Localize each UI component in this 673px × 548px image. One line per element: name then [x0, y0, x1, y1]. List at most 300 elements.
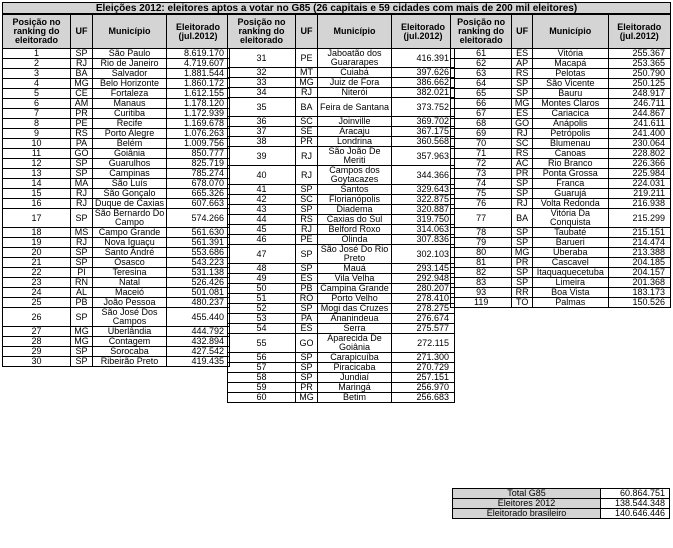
rank-cell: 46 [228, 235, 296, 245]
table-columns [2, 14, 671, 548]
city-cell: São José Do Rio Preto [318, 245, 392, 264]
city-cell: Porto Alegre [93, 129, 167, 139]
uf-cell: RS [512, 149, 533, 159]
header-rank: Posição no ranking do eleitorado [3, 15, 71, 49]
uf-cell: MG [512, 99, 533, 109]
voters-cell: 4.719.607 [167, 59, 230, 69]
city-cell: Campos dos Goytacazes [318, 166, 392, 185]
rank-cell: 37 [228, 127, 296, 137]
city-cell: Campina Grande [318, 284, 392, 294]
voters-cell: 314.063 [392, 225, 455, 235]
uf-cell: SP [296, 185, 318, 195]
city-cell: Cariacica [533, 109, 609, 119]
rank-cell: 26 [3, 308, 71, 327]
table-row [3, 238, 230, 248]
rank-cell: 4 [3, 79, 71, 89]
uf-cell: SP [512, 238, 533, 248]
uf-cell: SP [71, 209, 93, 228]
rank-cell: 19 [3, 238, 71, 248]
summary-row [453, 509, 670, 519]
table-row [228, 127, 455, 137]
city-cell: Teresina [93, 268, 167, 278]
voters-cell: 307.836 [392, 235, 455, 245]
uf-cell: PB [296, 284, 318, 294]
city-cell: Volta Redonda [533, 199, 609, 209]
rank-cell: 63 [451, 69, 512, 79]
city-cell: Palmas [533, 298, 609, 308]
city-cell: Barueri [533, 238, 609, 248]
uf-cell: ES [296, 324, 318, 334]
uf-cell: SP [512, 179, 533, 189]
table-row [451, 49, 671, 59]
rank-cell: 59 [228, 383, 296, 393]
uf-cell: SP [71, 347, 93, 357]
voters-cell: 183.173 [608, 288, 670, 298]
rank-cell: 69 [451, 129, 512, 139]
city-cell: Diadema [318, 205, 392, 215]
rank-cell: 3 [3, 69, 71, 79]
table-row [3, 89, 230, 99]
city-cell: Santo André [93, 248, 167, 258]
uf-cell: SP [512, 268, 533, 278]
table-title: Eleições 2012: eleitores aptos a votar no G85 (26 capitais e 59 cidades com mais de 200 mil eleitores) [2, 2, 671, 14]
city-cell: Blumenau [533, 139, 609, 149]
rank-cell: 52 [228, 304, 296, 314]
voters-cell: 241.611 [608, 119, 670, 129]
rank-cell: 55 [228, 334, 296, 353]
voters-cell: 253.365 [608, 59, 670, 69]
city-cell: Niterói [318, 88, 392, 98]
uf-cell: PR [296, 137, 318, 147]
voters-cell: 373.752 [392, 98, 455, 117]
city-cell: Pelotas [533, 69, 609, 79]
table-row [228, 117, 455, 127]
uf-cell: RJ [71, 238, 93, 248]
rank-cell: 6 [3, 99, 71, 109]
table-row [451, 149, 671, 159]
voters-cell: 397.626 [392, 68, 455, 78]
rank-cell: 56 [228, 353, 296, 363]
table-row [3, 169, 230, 179]
table-row [3, 159, 230, 169]
city-cell: Guarulhos [93, 159, 167, 169]
table-row [228, 137, 455, 147]
rank-cell: 77 [451, 209, 512, 228]
uf-cell: PI [71, 268, 93, 278]
table-row [3, 278, 230, 288]
city-cell: Olinda [318, 235, 392, 245]
city-cell: Contagem [93, 337, 167, 347]
table-row [451, 89, 671, 99]
voters-cell: 561.391 [167, 238, 230, 248]
voters-cell: 526.426 [167, 278, 230, 288]
table-row [3, 298, 230, 308]
table-row [3, 119, 230, 129]
uf-cell: PE [71, 119, 93, 129]
voters-cell: 785.274 [167, 169, 230, 179]
city-cell: Feira de Santana [318, 98, 392, 117]
uf-cell: SP [296, 205, 318, 215]
city-cell: Aparecida De Goiânia [318, 334, 392, 353]
uf-cell: RJ [71, 189, 93, 199]
voters-cell: 280.207 [392, 284, 455, 294]
city-cell: Belo Horizonte [93, 79, 167, 89]
voters-cell: 278.410 [392, 294, 455, 304]
rank-cell: 57 [228, 363, 296, 373]
rank-cell: 80 [451, 248, 512, 258]
city-cell: Taubaté [533, 228, 609, 238]
uf-cell: SP [71, 169, 93, 179]
city-cell: Recife [93, 119, 167, 129]
rank-cell: 11 [3, 149, 71, 159]
city-cell: Nova Iguaçu [93, 238, 167, 248]
uf-cell: SP [71, 308, 93, 327]
rank-cell: 83 [451, 278, 512, 288]
uf-cell: PR [512, 169, 533, 179]
rank-cell: 14 [3, 179, 71, 189]
uf-cell: PA [71, 139, 93, 149]
rank-cell: 5 [3, 89, 71, 99]
summary-label: Eleitores 2012 [453, 499, 601, 509]
city-cell: Canoas [533, 149, 609, 159]
table-row [3, 288, 230, 298]
rank-cell: 72 [451, 159, 512, 169]
rank-cell: 43 [228, 205, 296, 215]
city-cell: Limeira [533, 278, 609, 288]
uf-cell: PR [512, 258, 533, 268]
rank-cell: 61 [451, 49, 512, 59]
uf-cell: ES [512, 49, 533, 59]
city-cell: Natal [93, 278, 167, 288]
rank-cell: 36 [228, 117, 296, 127]
uf-cell: RJ [296, 88, 318, 98]
uf-cell: PB [71, 298, 93, 308]
uf-cell: SP [512, 228, 533, 238]
summary-value: 138.544.348 [601, 499, 670, 509]
uf-cell: SP [296, 304, 318, 314]
table-row [3, 357, 230, 367]
table-row [228, 324, 455, 334]
uf-cell: SP [71, 49, 93, 59]
voters-cell: 574.266 [167, 209, 230, 228]
voters-cell: 225.984 [608, 169, 670, 179]
uf-cell: BA [71, 69, 93, 79]
voters-cell: 226.366 [608, 159, 670, 169]
uf-cell: CE [71, 89, 93, 99]
rank-cell: 76 [451, 199, 512, 209]
city-cell: Duque de Caxias [93, 199, 167, 209]
city-cell: Belford Roxo [318, 225, 392, 235]
table-row [451, 248, 671, 258]
city-cell: São Bernardo Do Campo [93, 209, 167, 228]
uf-cell: RJ [296, 166, 318, 185]
rank-cell: 29 [3, 347, 71, 357]
voters-cell: 8.619.170 [167, 49, 230, 59]
uf-cell: SE [296, 127, 318, 137]
table-row [228, 166, 455, 185]
header-rank: Posição no ranking do eleitorado [228, 15, 296, 49]
rank-cell: 64 [451, 79, 512, 89]
city-cell: Jundiaí [318, 373, 392, 383]
voters-cell: 1.172.939 [167, 109, 230, 119]
voters-cell: 543.223 [167, 258, 230, 268]
uf-cell: RS [512, 69, 533, 79]
rank-cell: 32 [228, 68, 296, 78]
uf-cell: MG [512, 248, 533, 258]
uf-cell: RR [512, 288, 533, 298]
rank-cell: 41 [228, 185, 296, 195]
rank-cell: 53 [228, 314, 296, 324]
rank-cell: 67 [451, 109, 512, 119]
uf-cell: SP [71, 159, 93, 169]
city-cell: Campo Grande [93, 228, 167, 238]
voters-cell: 678.070 [167, 179, 230, 189]
city-cell: Ananindeua [318, 314, 392, 324]
rank-cell: 93 [451, 288, 512, 298]
voters-cell: 455.440 [167, 308, 230, 327]
city-cell: Goiânia [93, 149, 167, 159]
city-cell: Boa Vista [533, 288, 609, 298]
header-uf: UF [512, 15, 533, 49]
voters-cell: 416.391 [392, 49, 455, 68]
city-cell: Aracaju [318, 127, 392, 137]
table-row [3, 347, 230, 357]
rank-cell: 54 [228, 324, 296, 334]
table-row [228, 195, 455, 205]
table-row [3, 49, 230, 59]
voters-cell: 250.125 [608, 79, 670, 89]
city-cell: São João De Meriti [318, 147, 392, 166]
table-row [451, 189, 671, 199]
table-row [451, 139, 671, 149]
uf-cell: RJ [296, 147, 318, 166]
city-cell: Anápolis [533, 119, 609, 129]
table-row [228, 284, 455, 294]
table-row [451, 109, 671, 119]
voters-cell: 204.157 [608, 268, 670, 278]
city-cell: Belém [93, 139, 167, 149]
uf-cell: RS [296, 215, 318, 225]
rank-cell: 78 [451, 228, 512, 238]
table-row [228, 88, 455, 98]
uf-cell: SP [512, 89, 533, 99]
table-row [228, 373, 455, 383]
voters-cell: 241.400 [608, 129, 670, 139]
summary-label: Eleitorado brasileiro [453, 509, 601, 519]
voters-cell: 382.021 [392, 88, 455, 98]
voters-cell: 275.577 [392, 324, 455, 334]
voters-cell: 215.299 [608, 209, 670, 228]
voters-cell: 255.367 [608, 49, 670, 59]
table-row [3, 109, 230, 119]
rank-cell: 13 [3, 169, 71, 179]
voters-cell: 432.894 [167, 337, 230, 347]
uf-cell: AC [512, 159, 533, 169]
city-cell: Curitiba [93, 109, 167, 119]
uf-cell: PR [71, 109, 93, 119]
table-row [228, 264, 455, 274]
voters-cell: 1.076.263 [167, 129, 230, 139]
voters-cell: 444.792 [167, 327, 230, 337]
uf-cell: PR [296, 383, 318, 393]
city-cell: Bauru [533, 89, 609, 99]
uf-cell: MG [71, 337, 93, 347]
rank-cell: 58 [228, 373, 296, 383]
rank-cell: 28 [3, 337, 71, 347]
rank-cell: 33 [228, 78, 296, 88]
uf-cell: SP [296, 245, 318, 264]
rank-cell: 81 [451, 258, 512, 268]
city-cell: Mogi das Cruzes [318, 304, 392, 314]
table-row [451, 169, 671, 179]
table-row [3, 209, 230, 228]
table-row [228, 225, 455, 235]
table-row [3, 69, 230, 79]
rank-cell: 18 [3, 228, 71, 238]
table-row [3, 139, 230, 149]
voters-cell: 244.867 [608, 109, 670, 119]
city-cell: Petrópolis [533, 129, 609, 139]
table-row [451, 228, 671, 238]
city-cell: Cuiabá [318, 68, 392, 78]
table-row [451, 119, 671, 129]
summary-value: 60.864.751 [601, 489, 670, 499]
uf-cell: ES [296, 274, 318, 284]
uf-cell: GO [71, 149, 93, 159]
table-row [3, 337, 230, 347]
rank-cell: 75 [451, 189, 512, 199]
table-row [451, 238, 671, 248]
rank-cell: 47 [228, 245, 296, 264]
city-cell: Piracicaba [318, 363, 392, 373]
ranking-table-1 [2, 14, 230, 367]
rank-cell: 119 [451, 298, 512, 308]
voters-cell: 215.151 [608, 228, 670, 238]
uf-cell: MG [71, 79, 93, 89]
rank-cell: 62 [451, 59, 512, 69]
uf-cell: MT [296, 68, 318, 78]
city-cell: Caxias do Sul [318, 215, 392, 225]
rank-cell: 9 [3, 129, 71, 139]
uf-cell: SP [296, 363, 318, 373]
table-row [228, 314, 455, 324]
header-city: Município [533, 15, 609, 49]
voters-cell: 367.175 [392, 127, 455, 137]
table-row [228, 383, 455, 393]
table-row [228, 353, 455, 363]
voters-cell: 293.145 [392, 264, 455, 274]
uf-cell: SP [71, 248, 93, 258]
table-row [3, 308, 230, 327]
voters-cell: 256.970 [392, 383, 455, 393]
uf-cell: MG [71, 327, 93, 337]
city-cell: São Paulo [93, 49, 167, 59]
voters-cell: 271.300 [392, 353, 455, 363]
rank-cell: 10 [3, 139, 71, 149]
voters-cell: 825.719 [167, 159, 230, 169]
table-row [228, 215, 455, 225]
voters-cell: 219.211 [608, 189, 670, 199]
uf-cell: SP [296, 373, 318, 383]
header-city: Município [318, 15, 392, 49]
rank-cell: 42 [228, 195, 296, 205]
uf-cell: TO [512, 298, 533, 308]
city-cell: Campinas [93, 169, 167, 179]
city-cell: Manaus [93, 99, 167, 109]
voters-cell: 246.711 [608, 99, 670, 109]
city-cell: Vila Velha [318, 274, 392, 284]
table-row [451, 79, 671, 89]
rank-cell: 65 [451, 89, 512, 99]
table-row [228, 304, 455, 314]
rank-cell: 40 [228, 166, 296, 185]
uf-cell: RJ [512, 129, 533, 139]
voters-cell: 270.729 [392, 363, 455, 373]
city-cell: São Gonçalo [93, 189, 167, 199]
header-row [228, 15, 455, 49]
table-row [451, 179, 671, 189]
uf-cell: RJ [512, 199, 533, 209]
table-row [3, 59, 230, 69]
city-cell: Osasco [93, 258, 167, 268]
voters-cell: 501.081 [167, 288, 230, 298]
rank-cell: 16 [3, 199, 71, 209]
table-row [228, 334, 455, 353]
table-row [3, 179, 230, 189]
city-cell: Vitória Da Conquista [533, 209, 609, 228]
table-row [228, 393, 455, 403]
rank-cell: 24 [3, 288, 71, 298]
voters-cell: 1.612.155 [167, 89, 230, 99]
ranking-table-3 [450, 14, 671, 308]
uf-cell: SP [512, 189, 533, 199]
city-cell: Londrina [318, 137, 392, 147]
city-cell: Vitória [533, 49, 609, 59]
uf-cell: PA [296, 314, 318, 324]
rank-cell: 51 [228, 294, 296, 304]
uf-cell: SC [296, 195, 318, 205]
voters-cell: 319.750 [392, 215, 455, 225]
rank-cell: 66 [451, 99, 512, 109]
rank-cell: 27 [3, 327, 71, 337]
table-row [451, 129, 671, 139]
header-rank: Posição no ranking do eleitorado [451, 15, 512, 49]
table-row [228, 294, 455, 304]
rank-cell: 48 [228, 264, 296, 274]
rank-cell: 70 [451, 139, 512, 149]
rank-cell: 17 [3, 209, 71, 228]
table-row [3, 228, 230, 238]
table-row [451, 159, 671, 169]
voters-cell: 213.388 [608, 248, 670, 258]
uf-cell: RS [71, 129, 93, 139]
voters-cell: 561.630 [167, 228, 230, 238]
city-cell: Itaquaquecetuba [533, 268, 609, 278]
rank-cell: 31 [228, 49, 296, 68]
table-row [451, 298, 671, 308]
uf-cell: SP [296, 353, 318, 363]
uf-cell: SP [71, 258, 93, 268]
rank-cell: 8 [3, 119, 71, 129]
table-row [228, 363, 455, 373]
city-cell: Uberlândia [93, 327, 167, 337]
table-row [3, 129, 230, 139]
voters-cell: 480.237 [167, 298, 230, 308]
rank-cell: 45 [228, 225, 296, 235]
uf-cell: GO [512, 119, 533, 129]
table-row [3, 258, 230, 268]
rank-cell: 21 [3, 258, 71, 268]
